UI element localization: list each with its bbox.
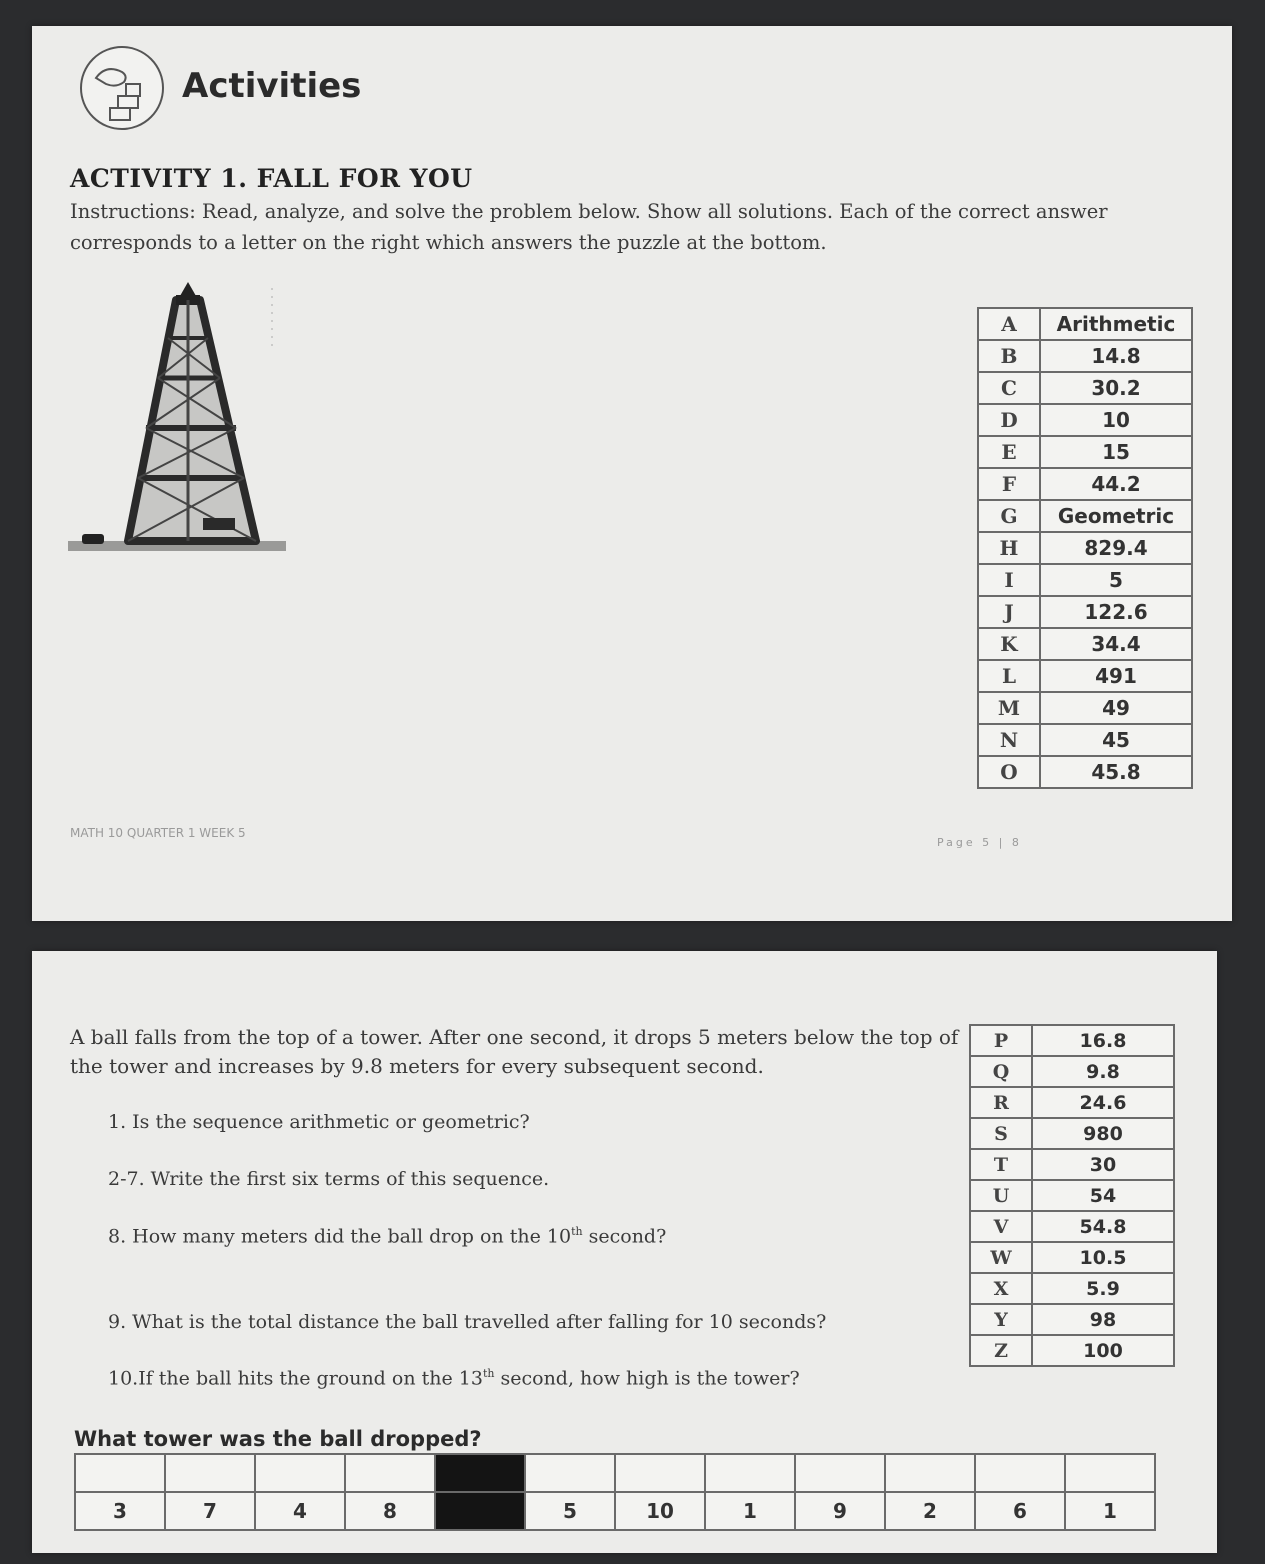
key-letter: F — [978, 468, 1040, 500]
key-row — [978, 692, 1192, 724]
key-letter: Z — [970, 1335, 1032, 1366]
key-row — [970, 1211, 1174, 1242]
answer-number-cell: 6 — [975, 1492, 1065, 1530]
key-row — [978, 724, 1192, 756]
key-row — [970, 1118, 1174, 1149]
key-letter: L — [978, 660, 1040, 692]
key-value: 30.2 — [1040, 372, 1192, 404]
key-value: 100 — [1032, 1335, 1174, 1366]
question-2-7: 2-7. Write the first six terms of this sequence. — [108, 1168, 550, 1190]
question-10-text: 10.If the ball hits the ground on the 13 — [108, 1367, 483, 1390]
answer-blank-cell[interactable] — [705, 1454, 795, 1492]
footer-page-number: Page 5 | 8 — [937, 836, 1022, 849]
answer-number-cell: 9 — [795, 1492, 885, 1530]
question-8-tail: second? — [582, 1225, 667, 1248]
key-row — [970, 1335, 1174, 1366]
key-row — [970, 1273, 1174, 1304]
key-row — [978, 340, 1192, 372]
key-letter: X — [970, 1273, 1032, 1304]
worksheet-page-1 — [32, 26, 1232, 921]
answer-number-cell: 10 — [615, 1492, 705, 1530]
key-row — [978, 596, 1192, 628]
key-value: Geometric — [1040, 500, 1192, 532]
key-letter: U — [970, 1180, 1032, 1211]
key-letter: N — [978, 724, 1040, 756]
answer-blank-cell[interactable] — [795, 1454, 885, 1492]
answer-number-cell: 5 — [525, 1492, 615, 1530]
key-value: 5.9 — [1032, 1273, 1174, 1304]
key-row — [978, 372, 1192, 404]
key-value: 49 — [1040, 692, 1192, 724]
problem-statement: A ball falls from the top of a tower. After one second, it drops 5 meters below the top of the tower and increases by 9.8 meters for every subsequent second. — [70, 1025, 959, 1078]
key-letter: T — [970, 1149, 1032, 1180]
key-letter: J — [978, 596, 1040, 628]
key-row — [970, 1242, 1174, 1273]
answer-blank-cell[interactable] — [525, 1454, 615, 1492]
question-10-sup: th — [482, 1367, 495, 1380]
question-10 — [108, 1367, 800, 1389]
key-letter: W — [970, 1242, 1032, 1273]
answer-blank-cell[interactable] — [1065, 1454, 1155, 1492]
key-letter: P — [970, 1025, 1032, 1056]
question-8 — [108, 1225, 666, 1247]
key-letter: B — [978, 340, 1040, 372]
puzzle-answer-grid — [74, 1453, 1156, 1531]
key-value: 30 — [1032, 1149, 1174, 1180]
key-value: 10 — [1040, 404, 1192, 436]
key-value: 9.8 — [1032, 1056, 1174, 1087]
footer-course: MATH 10 QUARTER 1 WEEK 5 — [70, 826, 246, 840]
key-value: 45 — [1040, 724, 1192, 756]
key-letter: R — [970, 1087, 1032, 1118]
key-value: 34.4 — [1040, 628, 1192, 660]
worksheet-page-2 — [32, 951, 1217, 1553]
key-value: 44.2 — [1040, 468, 1192, 500]
answer-number-cell: 1 — [1065, 1492, 1155, 1530]
answer-number-cell: 8 — [345, 1492, 435, 1530]
answer-blank-cell — [435, 1454, 525, 1492]
tower-illustration — [68, 278, 298, 578]
key-value: 10.5 — [1032, 1242, 1174, 1273]
answer-number-row — [75, 1492, 1155, 1530]
key-value: Arithmetic — [1040, 308, 1192, 340]
key-row — [970, 1056, 1174, 1087]
answer-number-cell: 3 — [75, 1492, 165, 1530]
key-value: 980 — [1032, 1118, 1174, 1149]
answer-number-cell: 2 — [885, 1492, 975, 1530]
key-value: 45.8 — [1040, 756, 1192, 788]
key-row — [970, 1149, 1174, 1180]
question-10-tail: second, how high is the tower? — [494, 1367, 800, 1390]
answer-number-cell: 1 — [705, 1492, 795, 1530]
key-letter: V — [970, 1211, 1032, 1242]
key-letter: G — [978, 500, 1040, 532]
section-heading: Activities — [182, 66, 362, 106]
key-value: 5 — [1040, 564, 1192, 596]
key-row — [978, 628, 1192, 660]
question-9: 9. What is the total distance the ball travelled after falling for 10 seconds? — [108, 1311, 827, 1333]
answer-blank-cell[interactable] — [75, 1454, 165, 1492]
activity-title: ACTIVITY 1. FALL FOR YOU — [70, 164, 473, 193]
key-letter: I — [978, 564, 1040, 596]
key-letter: M — [978, 692, 1040, 724]
key-row — [978, 468, 1192, 500]
key-row — [978, 756, 1192, 788]
key-letter: D — [978, 404, 1040, 436]
answer-number-cell — [435, 1492, 525, 1530]
key-value: 54.8 — [1032, 1211, 1174, 1242]
key-row — [978, 500, 1192, 532]
key-letter: A — [978, 308, 1040, 340]
key-value: 491 — [1040, 660, 1192, 692]
answer-blank-cell[interactable] — [165, 1454, 255, 1492]
key-value: 14.8 — [1040, 340, 1192, 372]
key-value: 15 — [1040, 436, 1192, 468]
answer-blank-cell[interactable] — [345, 1454, 435, 1492]
key-letter: O — [978, 756, 1040, 788]
answer-number-cell: 4 — [255, 1492, 345, 1530]
activities-logo-icon — [80, 46, 164, 130]
key-value: 122.6 — [1040, 596, 1192, 628]
answer-blank-row — [75, 1454, 1155, 1492]
key-row — [970, 1087, 1174, 1118]
answer-blank-cell[interactable] — [615, 1454, 705, 1492]
answer-number-cell: 7 — [165, 1492, 255, 1530]
key-value: 24.6 — [1032, 1087, 1174, 1118]
question-1: 1. Is the sequence arithmetic or geometric? — [108, 1111, 530, 1133]
key-value: 54 — [1032, 1180, 1174, 1211]
key-letter: S — [970, 1118, 1032, 1149]
key-row — [978, 564, 1192, 596]
key-letter: Q — [970, 1056, 1032, 1087]
key-row — [978, 660, 1192, 692]
answer-key-table-p-z — [969, 1024, 1175, 1367]
key-value: 16.8 — [1032, 1025, 1174, 1056]
key-row — [978, 436, 1192, 468]
answer-key-table-a-o — [977, 307, 1193, 789]
key-letter: K — [978, 628, 1040, 660]
instructions-text: Instructions: Read, analyze, and solve the problem below. Show all solutions. Each of the correct answer corresponds to a letter on the right which answers the puzzle at the bottom. — [70, 200, 1108, 254]
key-value: 98 — [1032, 1304, 1174, 1335]
key-row — [970, 1304, 1174, 1335]
question-8-sup: th — [571, 1225, 583, 1238]
key-letter: Y — [970, 1304, 1032, 1335]
answer-blank-cell[interactable] — [975, 1454, 1065, 1492]
key-row — [970, 1180, 1174, 1211]
answer-blank-cell[interactable] — [885, 1454, 975, 1492]
key-value: 829.4 — [1040, 532, 1192, 564]
key-row — [978, 532, 1192, 564]
key-letter: H — [978, 532, 1040, 564]
key-letter: E — [978, 436, 1040, 468]
question-8-text: 8. How many meters did the ball drop on the 10 — [108, 1225, 572, 1248]
answer-blank-cell[interactable] — [255, 1454, 345, 1492]
key-row — [970, 1025, 1174, 1056]
key-row — [978, 308, 1192, 340]
key-letter: C — [978, 372, 1040, 404]
key-row — [978, 404, 1192, 436]
puzzle-question: What tower was the ball dropped? — [74, 1427, 482, 1451]
